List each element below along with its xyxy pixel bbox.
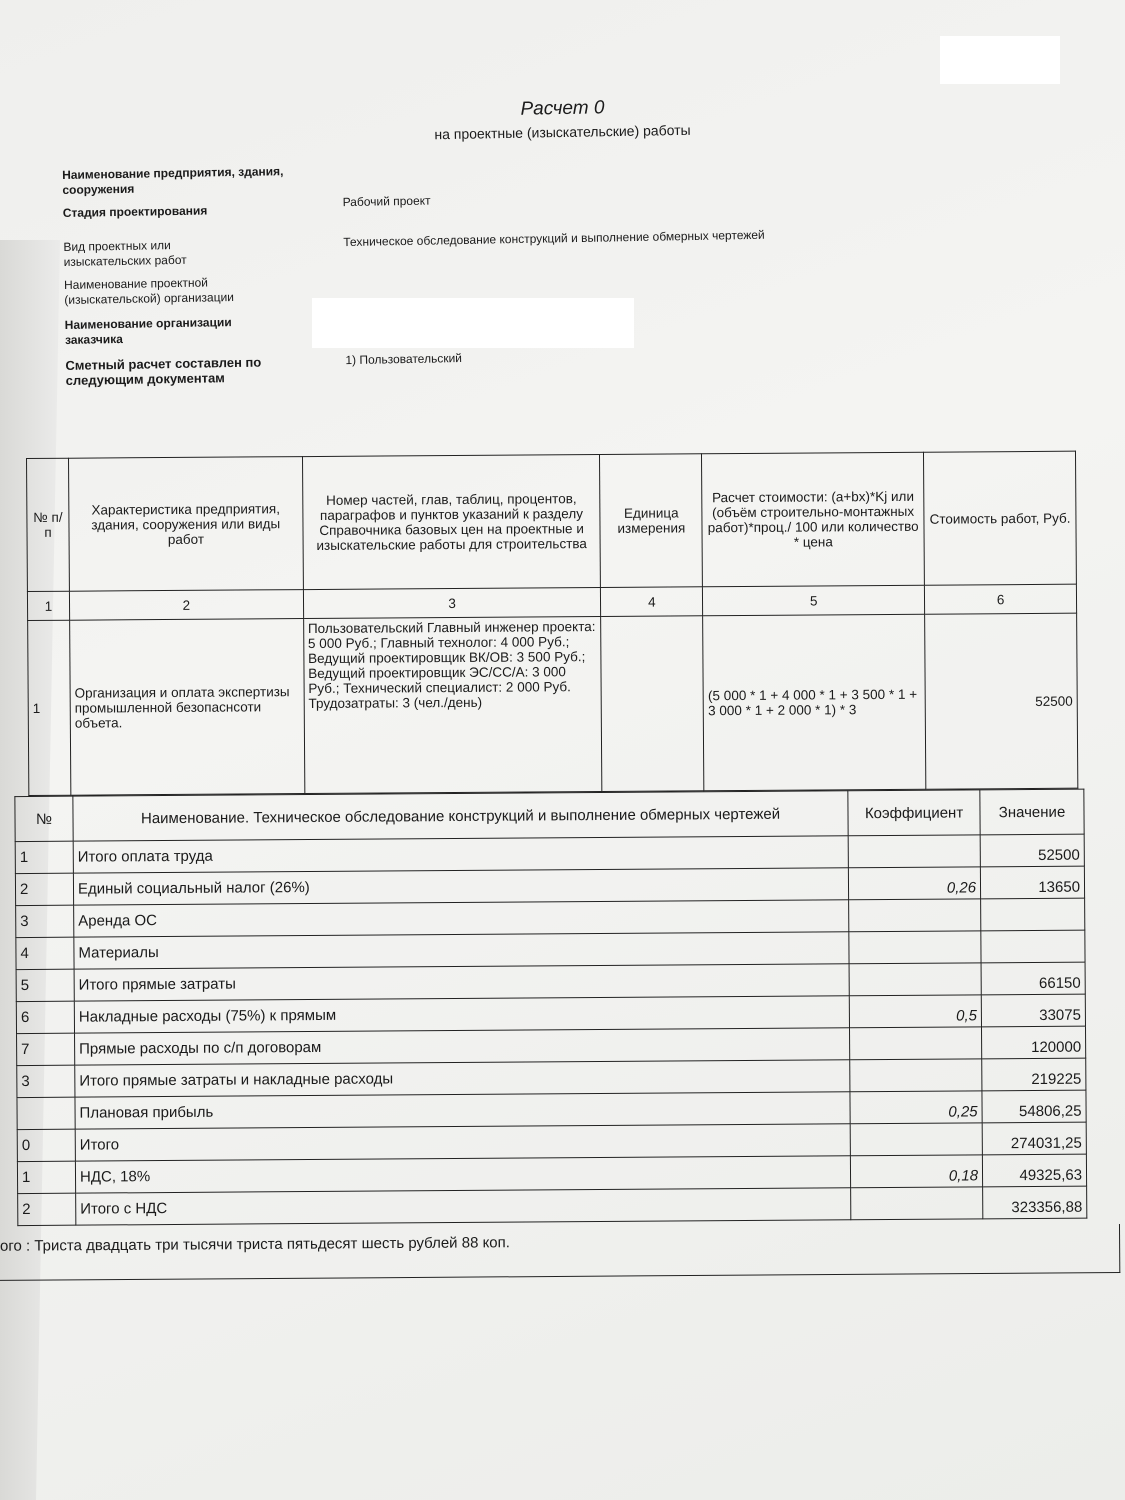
column-number: 3 (303, 587, 601, 618)
row-value: 52500 (980, 834, 1084, 867)
row-coefficient: 0,18 (850, 1155, 982, 1188)
column-header: Единица измерения (600, 454, 703, 588)
row-name: Итого прямые затраты (74, 964, 849, 1001)
row-name: Итого прямые затраты и накладные расходы (75, 1060, 850, 1097)
row-unit (601, 616, 704, 792)
total-in-words: ого : Триста двадцать три тысячи триста пятьдесят шесть рублей 88 коп. (0, 1234, 510, 1255)
row-calculation: (5 000 * 1 + 4 000 * 1 + 3 500 * 1 + 3 000 * 1 + 2 000 * 1) * 3 (703, 614, 926, 791)
row-value: 120000 (982, 1026, 1086, 1059)
header-field-value: Техническое обследование конструкций и выполнение обмерных чертежей (343, 227, 765, 250)
column-number: 5 (703, 585, 925, 616)
row-coefficient: 0,5 (849, 995, 981, 1028)
tables-container (19, 451, 1087, 1226)
row-number: 1 (17, 1161, 75, 1193)
row-number: 4 (16, 937, 74, 969)
row-number: 5 (16, 969, 74, 1001)
header-field-label: Наименование проектной (изыскательской) организации (63, 275, 235, 307)
row-number: 2 (15, 873, 73, 905)
row-coefficient: 0,25 (850, 1091, 982, 1124)
row-number: 3 (16, 905, 74, 937)
row-cost: 52500 (925, 613, 1078, 789)
summary-table (14, 789, 1087, 1226)
row-value (981, 898, 1085, 931)
row-coefficient (850, 1123, 982, 1156)
column-header: Значение (980, 789, 1084, 835)
column-number: 1 (27, 591, 69, 620)
row-number: 6 (16, 1001, 74, 1033)
row-name: Аренда ОС (74, 900, 849, 937)
row-value: 66150 (981, 962, 1085, 995)
header-field-label: Наименование предприятия, здания, сооружения (62, 164, 284, 197)
column-header: Стоимость работ, Руб. (924, 451, 1077, 585)
document-subtitle: на проектные (изыскательские) работы (434, 121, 691, 143)
column-number: 6 (925, 584, 1077, 614)
row-name: Накладные расходы (75%) к прямым (74, 996, 849, 1033)
row-value: 323356,88 (983, 1186, 1087, 1219)
summary-header-row (15, 789, 1084, 841)
row-coefficient (849, 931, 981, 964)
row-name: НДС, 18% (75, 1156, 850, 1193)
row-coefficient (851, 1187, 983, 1220)
row-value: 33075 (981, 994, 1085, 1027)
header-fields (62, 154, 882, 388)
row-coefficient (849, 963, 981, 996)
row-value (981, 930, 1085, 963)
main-table-header-row (27, 451, 1077, 591)
row-value: 219225 (982, 1058, 1086, 1091)
row-coefficient (848, 835, 980, 868)
column-header: Номер частей, глав, таблиц, процентов, параграфов и пунктов указаний к разделу Справочника базовых цен на проектные и изыскательские работы для строительства (302, 454, 601, 589)
row-name: Прямые расходы по с/п договорам (74, 1028, 849, 1065)
header-field-value: Рабочий проект (342, 193, 431, 210)
row-value: 13650 (980, 866, 1084, 899)
row-coefficient (849, 899, 981, 932)
row-value: 274031,25 (982, 1122, 1086, 1155)
row-coefficient: 0,26 (848, 867, 980, 900)
header-field-label: Стадия проектирования (62, 203, 208, 220)
column-header: № п/п (27, 458, 70, 591)
row-coefficient (850, 1059, 982, 1092)
header-field-label: Наименование организации заказчика (64, 315, 232, 347)
redacted-area (940, 36, 1060, 84)
row-name: Единый социальный налог (26%) (73, 868, 848, 905)
row-reference: Пользовательский Главный инженер проекта: 5 000 Руб.; Главный технолог: 4 000 Руб.; Ведущий проектировщик ВК/ОВ: 3 500 Руб.; Ведущий проектировщик ЭС/СС/А: 3 000 Руб.; Технический специалист: 2 000 Руб. Трудозатраты: 3 (чел./день) (303, 616, 602, 793)
row-value: 49325,63 (982, 1154, 1086, 1187)
row-description: Организация и оплата экспертизы промышленной безопаснсоти объета. (70, 619, 305, 796)
row-name: Плановая прибыль (75, 1092, 850, 1129)
row-name: Итого оплата труда (73, 836, 848, 873)
header-field-label: Вид проектных или изыскательских работ (63, 238, 187, 269)
row-number (17, 1097, 75, 1129)
main-table (26, 451, 1078, 796)
table-row (18, 1186, 1087, 1225)
column-header: Наименование. Техническое обследование конструкций и выполнение обмерных чертежей (73, 791, 848, 841)
header-field-label: Сметный расчет составлен по следующим документам (65, 354, 262, 388)
column-number: 2 (69, 590, 303, 621)
row-number: 2 (18, 1193, 76, 1225)
table-row (28, 613, 1078, 795)
row-value: 54806,25 (982, 1090, 1086, 1123)
column-number: 4 (601, 587, 703, 617)
column-header: № (15, 796, 73, 841)
column-header: Коэффициент (848, 790, 980, 836)
column-header: Характеристика предприятия, здания, сооружения или виды работ (68, 457, 303, 592)
row-number: 1 (15, 841, 73, 873)
document-title: Расчет 0 (520, 97, 605, 120)
row-name: Итого (75, 1124, 850, 1161)
row-number: 7 (17, 1033, 75, 1065)
row-number: 0 (17, 1129, 75, 1161)
row-coefficient (850, 1027, 982, 1060)
row-name: Материалы (74, 932, 849, 969)
row-number: 1 (28, 620, 71, 795)
column-header: Расчет стоимости: (a+bx)*Kj или (объём строительно-монтажных работ)*проц./ 100 или количество * цена (702, 452, 925, 587)
row-number: 3 (17, 1065, 75, 1097)
header-field-value: 1) Пользовательский (345, 351, 463, 368)
row-name: Итого с НДС (76, 1188, 851, 1225)
